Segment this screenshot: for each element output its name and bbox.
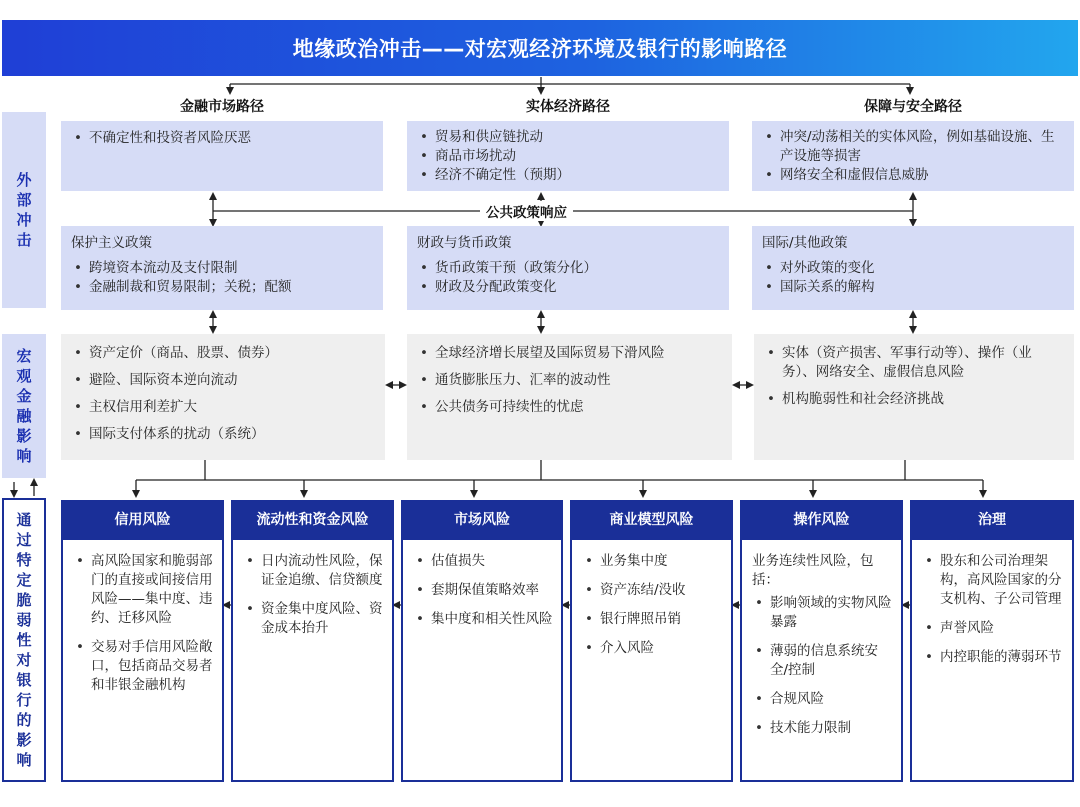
path-item: • 冲突/动荡相关的实体风险，例如基础设施、生产设施等损害: [762, 128, 1064, 166]
policy-item: • 货币政策干预（政策分化）: [417, 259, 719, 278]
policy-title: 财政与货币政策: [417, 235, 512, 251]
risk-body-governance: [910, 538, 1074, 782]
risk-item: • 合规风险: [752, 690, 893, 709]
risk-item: • 声誉风险: [922, 619, 1064, 638]
policy-title: 国际/其他政策: [762, 235, 848, 251]
risk-item: • 套期保值策略效率: [413, 581, 553, 600]
risk-item: • 资产冻结/没收: [582, 581, 723, 600]
risk-head-business-model: 商业模型风险: [570, 500, 733, 538]
policy-item: • 跨境资本流动及支付限制: [71, 259, 373, 278]
risk-intro: 业务连续性风险，包括：: [752, 553, 874, 588]
macro-item: • 公共债务可持续性的忧虑: [417, 398, 722, 417]
policy-item: • 金融制裁和贸易限制；关税；配额: [71, 278, 373, 297]
path-title-security: 保障与安全路径: [864, 99, 962, 115]
side-label-bank: [2, 498, 46, 782]
risk-item: • 日内流动性风险，保证金追缴、信贷额度: [243, 552, 384, 590]
risk-item: • 技术能力限制: [752, 719, 893, 738]
risk-item: • 估值损失: [413, 552, 553, 571]
policy-box-international: [752, 226, 1074, 310]
path-item: • 经济不确定性（预期）: [417, 166, 719, 185]
macro-item: • 避险、国际资本逆向流动: [71, 371, 375, 390]
path-item: • 商品市场扰动: [417, 147, 719, 166]
side-label-macro-text: 宏观金融影响: [16, 347, 32, 465]
risk-body-operational: [740, 538, 903, 782]
risk-item: • 介入风险: [582, 639, 723, 658]
risk-item: • 影响领域的实物风险暴露: [752, 594, 893, 632]
path-item: • 不确定性和投资者风险厌恶: [71, 129, 373, 148]
macro-item: • 实体（资产损害、军事行动等）、操作（业务）、网络安全、虚假信息风险: [764, 344, 1064, 382]
side-label-bank-text: 通过特定脆弱性对银行的影响: [16, 511, 32, 769]
risk-item: • 交易对手信用风险敞口，包括商品交易者和非银金融机构: [73, 638, 214, 695]
risk-item: • 股东和公司治理架构，高风险国家的分支机构、子公司管理: [922, 552, 1064, 609]
risk-body-market: [401, 538, 563, 782]
path-item: • 贸易和供应链扰动: [417, 128, 719, 147]
policy-item: • 对外政策的变化: [762, 259, 1064, 278]
policy-box-protectionism: [61, 226, 383, 310]
risk-body-liquidity: [231, 538, 394, 782]
macro-box-2: [407, 334, 732, 460]
side-label-macro: [2, 334, 46, 478]
risk-item: • 银行牌照吊销: [582, 610, 723, 629]
risk-item: • 内控职能的薄弱环节: [922, 648, 1064, 667]
macro-item: • 机构脆弱性和社会经济挑战: [764, 390, 1064, 409]
risk-item: • 高风险国家和脆弱部门的直接或间接信用风险——集中度、违约、迁移风险: [73, 552, 214, 628]
risk-head-governance: 治理: [910, 500, 1074, 538]
path-box-real: [407, 121, 729, 191]
risk-item: • 集中度和相关性风险: [413, 610, 553, 629]
macro-item: • 通货膨胀压力、汇率的波动性: [417, 371, 722, 390]
risk-head-liquidity: 流动性和资金风险: [231, 500, 394, 538]
macro-item: • 国际支付体系的扰动（系统）: [71, 425, 375, 444]
risk-item: • 薄弱的信息系统安全/控制: [752, 642, 893, 680]
public-policy-label: 公共政策响应: [480, 201, 573, 221]
risk-head-market: 市场风险: [401, 500, 563, 538]
macro-item: • 主权信用利差扩大: [71, 398, 375, 417]
macro-item: • 资产定价（商品、股票、债券）: [71, 344, 375, 363]
page-title: 地缘政治冲击——对宏观经济环境及银行的影响路径: [2, 20, 1078, 76]
risk-item: • 资金集中度风险、资金成本抬升: [243, 600, 384, 638]
macro-box-3: [754, 334, 1074, 460]
risk-head-credit: 信用风险: [61, 500, 224, 538]
path-box-security: [752, 121, 1074, 191]
path-item: • 网络安全和虚假信息威胁: [762, 166, 1064, 185]
policy-item: • 财政及分配政策变化: [417, 278, 719, 297]
side-label-external-text: 外部冲击: [16, 171, 32, 249]
policy-title: 保护主义政策: [71, 235, 152, 251]
policy-box-fiscal-monetary: [407, 226, 729, 310]
macro-item: • 全球经济增长展望及国际贸易下滑风险: [417, 344, 722, 363]
path-box-financial: [61, 121, 383, 191]
risk-head-operational: 操作风险: [740, 500, 903, 538]
path-title-real: 实体经济路径: [526, 99, 610, 115]
risk-body-credit: [61, 538, 224, 782]
path-title-financial: 金融市场路径: [180, 99, 264, 115]
policy-item: • 国际关系的解构: [762, 278, 1064, 297]
side-label-external: [2, 112, 46, 308]
risk-item: • 业务集中度: [582, 552, 723, 571]
macro-box-1: [61, 334, 385, 460]
risk-body-business-model: [570, 538, 733, 782]
